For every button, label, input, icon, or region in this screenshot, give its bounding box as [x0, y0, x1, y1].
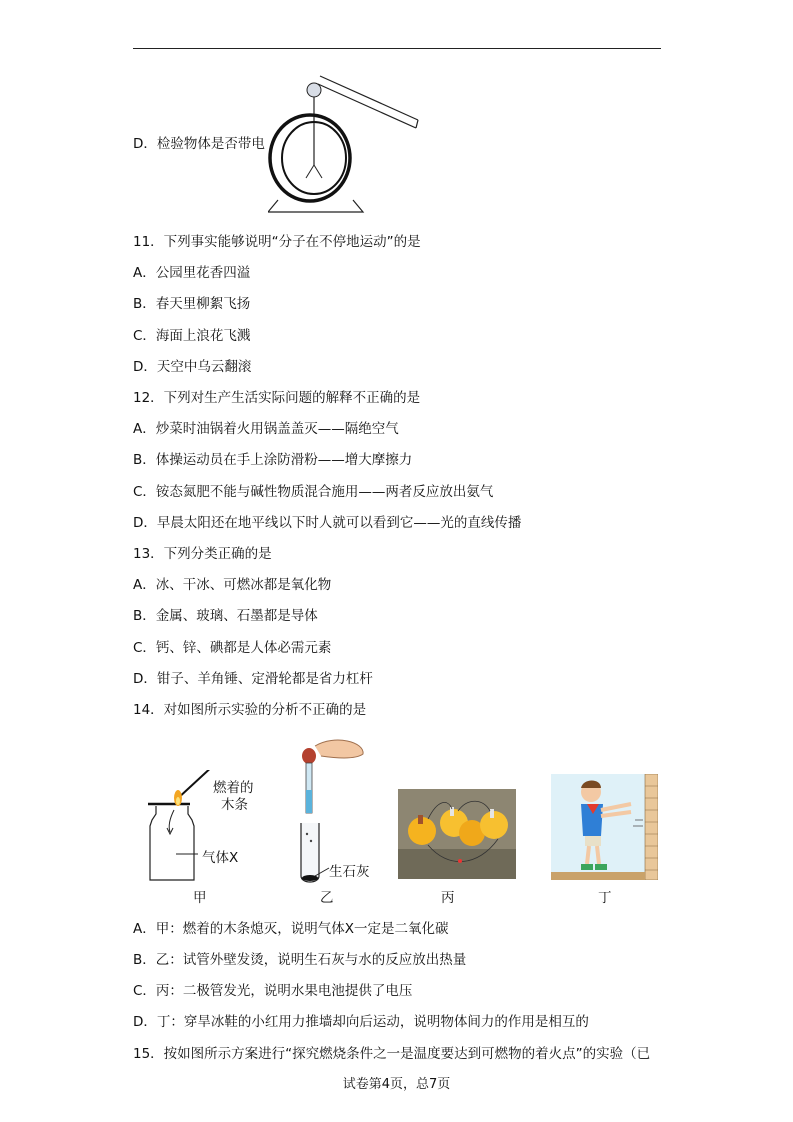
header-rule — [133, 48, 661, 49]
electroscope-figure — [268, 70, 428, 215]
q12-stem: 12．下列对生产生活实际问题的解释不正确的是 — [133, 390, 421, 406]
q14-option-d: D．丁：穿旱冰鞋的小红用力推墙却向后运动，说明物体间力的作用是相互的 — [133, 1014, 589, 1030]
label-quicklime: 生石灰 — [329, 864, 370, 880]
caption-ding: 丁 — [598, 890, 612, 906]
caption-jia: 甲 — [193, 890, 207, 906]
q12-option-d: D．早晨太阳还在地平线以下时人就可以看到它——光的直线传播 — [133, 515, 522, 531]
q13-option-c: C．钙、锌、碘都是人体必需元素 — [133, 640, 332, 656]
q15-stem: 15．按如图所示方案进行“探究燃烧条件之一是温度要达到可燃物的着火点”的实验（已 — [133, 1046, 651, 1062]
q13-stem: 13．下列分类正确的是 — [133, 546, 272, 562]
q12-option-c: C．铵态氮肥不能与碱性物质混合施用——两者反应放出氨气 — [133, 484, 494, 500]
rod-edge-2 — [320, 76, 418, 120]
q14-option-c: C．丙：二极管发光，说明水果电池提供了电压 — [133, 983, 413, 999]
label-gas-x: 气体X — [202, 850, 239, 866]
hand-icon — [315, 740, 363, 758]
wood-stick — [176, 770, 215, 800]
metal-ball — [307, 83, 321, 97]
dropper-bulb — [302, 748, 316, 764]
figure-ding-skater — [551, 774, 658, 880]
q12-option-b: B．体操运动员在手上涂防滑粉——增大摩擦力 — [133, 452, 413, 468]
q13-option-d: D．钳子、羊角锤、定滑轮都是省力杠杆 — [133, 671, 373, 687]
q11-option-d: D．天空中乌云翻滚 — [133, 359, 252, 375]
wall — [645, 774, 658, 880]
q11-option-b: B．春天里柳絮飞扬 — [133, 296, 251, 312]
caption-yi: 乙 — [320, 890, 334, 906]
q14-option-b: B．乙：试管外壁发烫，说明生石灰与水的反应放出热量 — [133, 952, 467, 968]
q11-option-a: A．公园里花香四溢 — [133, 265, 251, 281]
q11-stem: 11．下列事实能够说明“分子在不停地运动”的是 — [133, 234, 421, 250]
page-footer: 试卷第4页，总7页 — [342, 1077, 451, 1092]
q14-option-a: A．甲：燃着的木条熄灭，说明气体X一定是二氧化碳 — [133, 921, 449, 937]
caption-bing: 丙 — [441, 890, 455, 906]
test-tube — [301, 823, 319, 882]
label-burning-stick-2: 木条 — [221, 797, 248, 813]
figure-bing-fruit-battery — [398, 789, 516, 879]
floor — [551, 872, 645, 880]
led — [458, 859, 462, 863]
q14-stem: 14．对如图所示实验的分析不正确的是 — [133, 702, 367, 718]
q13-option-a: A．冰、干冰、可燃冰都是氧化物 — [133, 577, 332, 593]
gas-bottle — [150, 806, 194, 880]
q12-option-a: A．炒菜时油锅着火用锅盖盖灭——隔绝空气 — [133, 421, 399, 437]
label-burning-stick: 燃着的 — [213, 780, 254, 796]
q11-option-c: C．海面上浪花飞溅 — [133, 328, 251, 344]
q13-option-b: B．金属、玻璃、石墨都是导体 — [133, 608, 318, 624]
q10-option-d: D．检验物体是否带电 — [133, 136, 265, 152]
